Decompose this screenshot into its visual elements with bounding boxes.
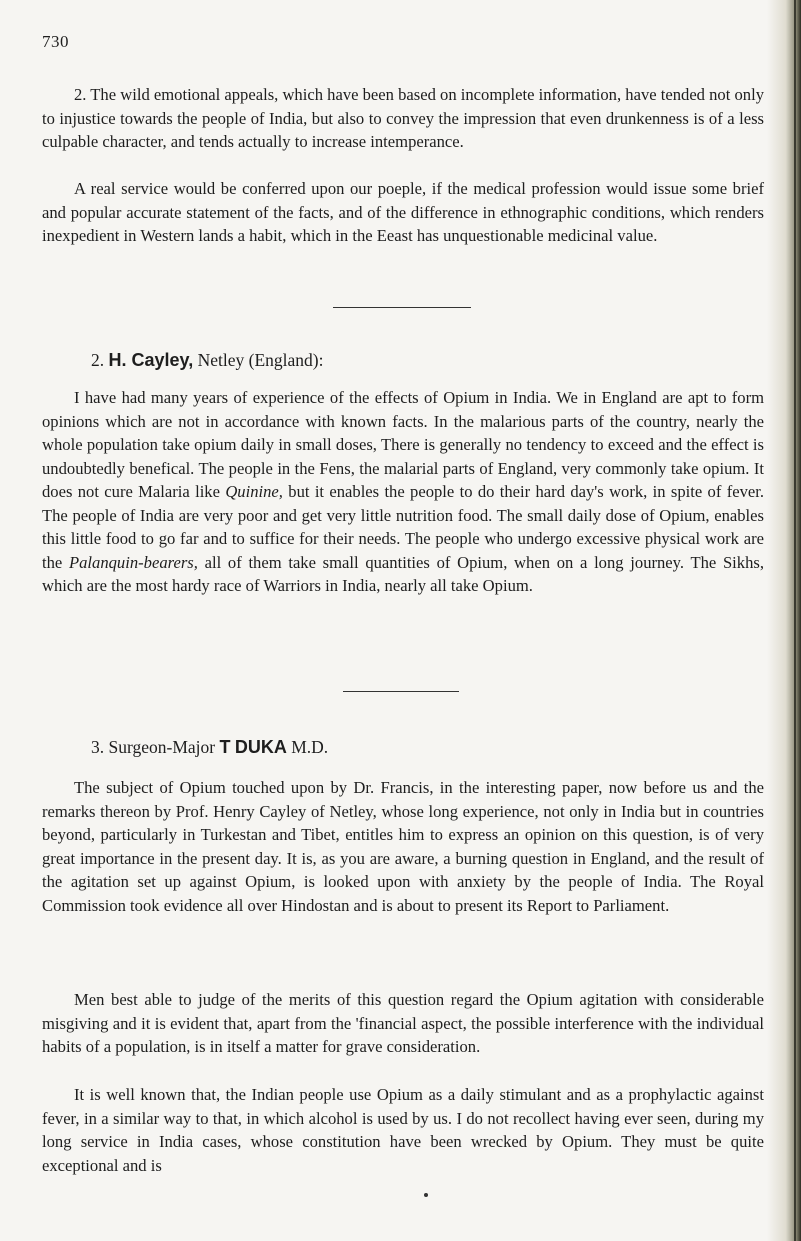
ink-dot <box>424 1193 428 1197</box>
section-divider-1 <box>333 307 471 308</box>
section-heading-cayley <box>91 350 323 371</box>
heading-number: 3. <box>91 737 105 757</box>
paragraph-duka-stimulant <box>42 1083 764 1177</box>
paragraph-duka-opium-subject-text: The subject of Opium touched upon by Dr. Francis, in the interesting paper, now before us and the remarks thereon by Prof. Henry Cayley of Netley, whose long experience, not only in India but in countries beyond, particularly in Turkestan and Tibet, entitles him to express an opinion on this question, is of very great importance in the present day. It is, as you are aware, a burning question in England, and the result of the agitation set up against Opium, is looked upon with anxiety by the people of India. The Royal Commission took evidence all over Hindostan and is about to present its Report to Parliament. <box>42 778 764 915</box>
heading-degree: M.D. <box>291 737 329 757</box>
cayley-text-part1: I have had many years of experience of the effects of Opium in India. We in England are apt to form opinions which are not in accordance with known facts. In the malarious parts of the country, nearly the whole population take opium daily in small doses, There is generally no tendency to exceed and the effect is undoubtedly benefical. The people in the Fens, the malarial parts of England, very commonly take opium. It does not cure Malaria like <box>42 388 764 501</box>
page-edge-line <box>794 0 796 1241</box>
section-heading-duka <box>91 737 328 758</box>
cayley-text-part3: all of them take small quantities of Opium, when on a long journey. The Sikhs, which are the most hardy race of Warriors in India, nearly all take Opium. <box>42 552 764 595</box>
paragraph-appeals <box>42 83 764 154</box>
page-number: 730 <box>42 32 69 51</box>
heading-title: Surgeon-Major <box>108 737 216 757</box>
italic-quinine: Quinine, <box>225 482 283 501</box>
cayley-text-part2: but it enables the people to do their hard day's work, in spite of fever. The people of India are very poor and get very little nutrition food. The small daily dose of Opium, enables this little food to go far and to suffice for their needs. The people who undergo excessive physical work are the <box>42 482 765 572</box>
heading-initial: T <box>219 737 231 757</box>
paragraph-real-service-text: A real service would be conferred upon our poeple, if the medical profession would issue some brief and popular accurate statement of the facts, and of the difference in ethnographic conditions, which renders inexpedient in Western lands a habit, which in the Eeast has unquestionable medicinal value. <box>42 179 764 245</box>
paragraph-real-service <box>42 177 764 248</box>
paragraph-duka-agitation <box>42 988 764 1059</box>
heading-location: Netley (England): <box>197 350 324 370</box>
paragraph-duka-stimulant-text: It is well known that, the Indian people use Opium as a daily stimulant and as a prophylactic against fever, in a similar way to that, in which alcohol is used by us. I do not recollect having ever seen, during my long service in India cases, whose constitution have been wrecked by Opium. They must be quite exceptional and is <box>42 1085 764 1175</box>
italic-palanquin-bearers: Palanquin-bearers, <box>69 552 198 572</box>
heading-number: 2. <box>91 350 105 370</box>
heading-author-name: DUKA <box>234 737 287 757</box>
paragraph-appeals-text: 2. The wild emotional appeals, which have been based on incomplete information, have tended not only to injustice towards the people of India, but also to convey the impression that even drunkenness is of a less culpable character, and tends actually to increase intemperance. <box>42 85 764 151</box>
section-divider-2 <box>343 691 459 692</box>
paragraph-cayley <box>42 386 764 598</box>
heading-author-name: H. Cayley, <box>108 350 194 370</box>
paragraph-duka-opium-subject <box>42 776 764 917</box>
paragraph-duka-agitation-text: Men best able to judge of the merits of this question regard the Opium agitation with considerable misgiving and it is evident that, apart from the 'financial aspect, the possible interference with the individual habits of a population, is in itself a matter for grave consideration. <box>42 990 764 1056</box>
